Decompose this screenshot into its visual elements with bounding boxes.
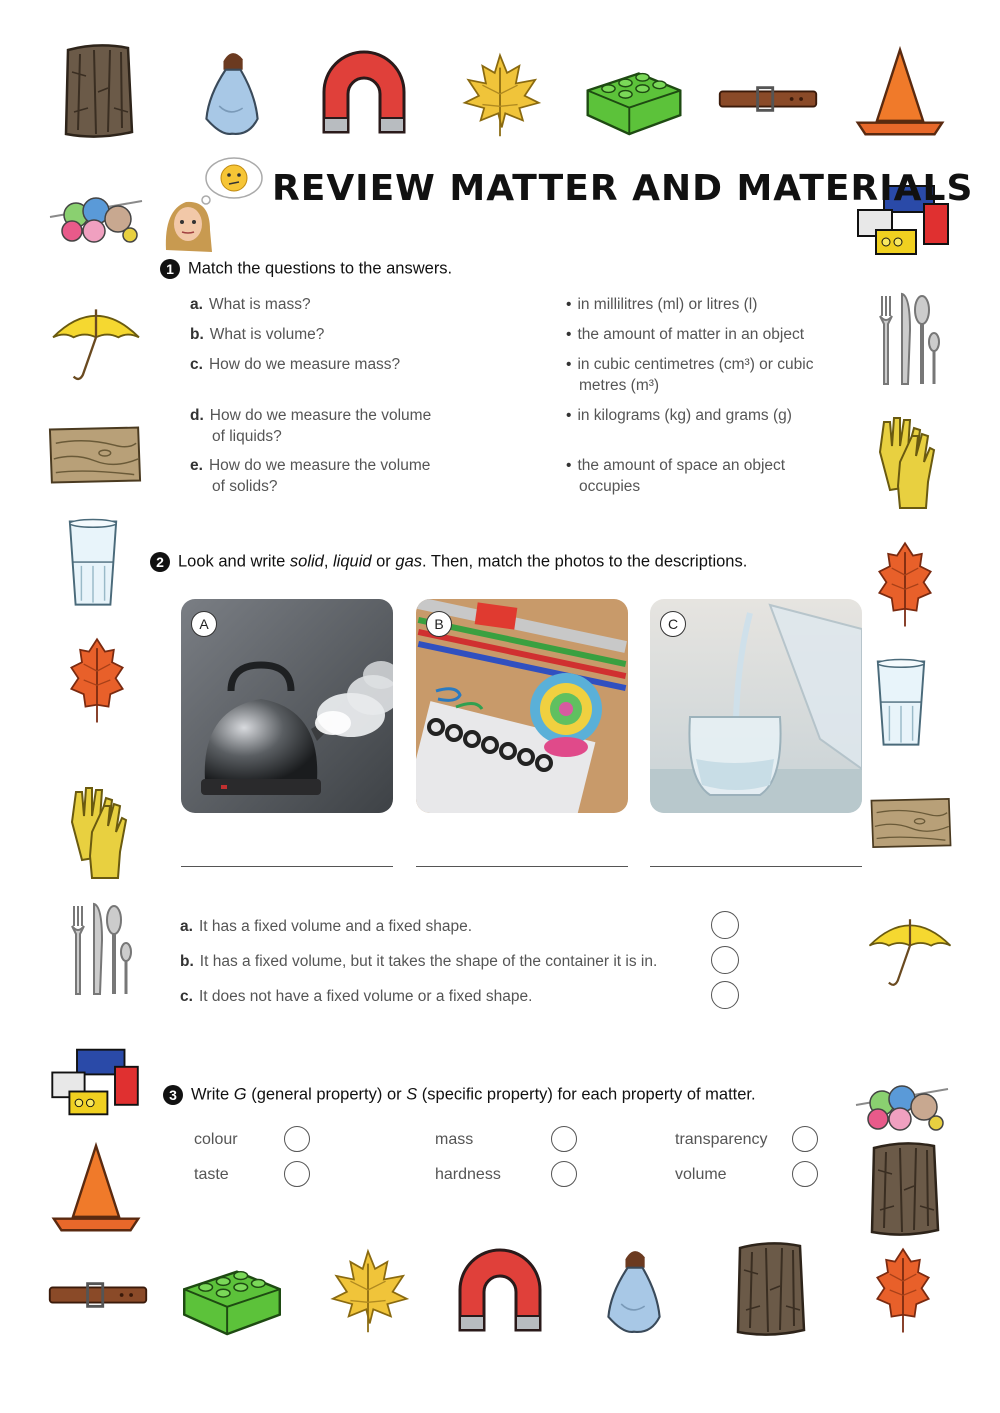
question-2-heading: [150, 552, 747, 572]
description-c: [180, 986, 532, 1007]
answer-line-c[interactable]: [650, 866, 862, 867]
cutlery-decoration: [64, 900, 134, 1000]
question-number: 2: [150, 552, 170, 572]
item-letter: b.: [180, 953, 194, 970]
orange-leaf-decoration: [874, 534, 936, 634]
gloves-decoration: [62, 782, 132, 882]
item-letter: a.: [180, 918, 193, 935]
question-1-heading: [160, 259, 452, 279]
item-text: It has a fixed volume and a fixed shape.: [198, 918, 473, 935]
question-3-heading: [163, 1085, 756, 1105]
umbrella-decoration: [46, 300, 146, 384]
property-mass: mass: [435, 1131, 474, 1148]
photo-label: A: [191, 611, 217, 637]
page-title: REVIEW MATTER AND MATERIALS: [272, 168, 974, 209]
answer-option[interactable]: • in millilitres (ml) or litres (l): [566, 296, 758, 313]
question-b: [190, 324, 324, 345]
photo-label: B: [426, 611, 452, 637]
item-text: What is volume?: [209, 326, 325, 343]
answer-circle[interactable]: [792, 1161, 818, 1187]
traffic-cone-decoration: [850, 44, 950, 140]
orange-leaf-decoration: [66, 630, 128, 730]
item-letter: b.: [190, 326, 204, 343]
item-letter: e.: [190, 457, 203, 474]
keyword-g: G: [233, 1085, 247, 1104]
answer-text: the amount of space an object: [577, 457, 786, 474]
answer-text: in cubic centimetres (cm³) or cubic: [577, 356, 814, 373]
keyword-s: S: [406, 1085, 418, 1104]
answer-text: in kilograms (kg) and grams (g): [577, 407, 792, 424]
property-volume: volume: [675, 1166, 727, 1183]
answer-circle[interactable]: [284, 1126, 310, 1152]
item-letter: a.: [190, 296, 203, 313]
plastic-bag-decoration: [200, 42, 264, 138]
cutlery-decoration: [872, 290, 942, 390]
instruction-text: (specific property) for each property of matter.: [417, 1085, 756, 1104]
answer-text: the amount of matter in an object: [577, 326, 805, 343]
keyword-gas: gas: [395, 552, 422, 571]
question-c: [190, 354, 400, 375]
gloves-decoration: [870, 412, 940, 512]
property-taste: taste: [194, 1166, 229, 1183]
keyword-solid: solid: [289, 552, 324, 571]
item-text: What is mass?: [208, 296, 311, 313]
item-letter: c.: [190, 356, 203, 373]
description-b: [180, 951, 657, 972]
yarn-decoration: [46, 186, 146, 248]
answer-circle[interactable]: [711, 981, 739, 1009]
item-text: How do we measure mass?: [208, 356, 401, 373]
umbrella-decoration: [866, 908, 954, 992]
answer-circle[interactable]: [551, 1126, 577, 1152]
answer-text: occupies: [579, 478, 641, 495]
instruction-text: or: [371, 552, 396, 571]
glass-decoration: [872, 654, 930, 754]
property-colour: colour: [194, 1131, 238, 1148]
answer-circle[interactable]: [792, 1126, 818, 1152]
bark-decoration: [730, 1240, 810, 1340]
item-text: of liquids?: [212, 428, 282, 445]
keyword-liquid: liquid: [333, 552, 372, 571]
item-text: of solids?: [212, 478, 278, 495]
answer-line-a[interactable]: [181, 866, 393, 867]
thinking-emoji-icon: [198, 156, 264, 211]
instruction-text: . Then, match the photos to the descriptions.: [422, 552, 748, 571]
photo-a-kettle: [181, 599, 393, 813]
lego-brick-decoration: [178, 1260, 286, 1338]
property-hardness: hardness: [435, 1166, 501, 1183]
question-a: [190, 294, 311, 315]
answer-circle[interactable]: [711, 911, 739, 939]
photo-label: C: [660, 611, 686, 637]
orange-leaf-decoration: [872, 1240, 934, 1340]
belt-decoration: [716, 80, 820, 118]
belt-decoration: [46, 1276, 150, 1314]
answer-text: metres (m³): [579, 377, 660, 394]
lego-brick-decoration: [582, 62, 686, 138]
yarn-decoration: [852, 1074, 952, 1136]
magnet-decoration: [450, 1240, 550, 1340]
question-e: [190, 455, 430, 497]
instruction-text: Look and write: [178, 552, 290, 571]
instruction-text: Write: [191, 1085, 234, 1104]
item-text: How do we measure the volume: [209, 407, 432, 424]
yellow-leaf-decoration: [456, 44, 544, 144]
instruction-text: ,: [323, 552, 334, 571]
item-text: How do we measure the volume: [208, 457, 431, 474]
item-letter: c.: [180, 988, 193, 1005]
item-text: It does not have a fixed volume or a fixed shape.: [198, 988, 533, 1005]
plastic-bag-decoration: [602, 1240, 666, 1336]
answer-circle[interactable]: [551, 1161, 577, 1187]
question-d: [190, 405, 431, 447]
answer-option[interactable]: • in kilograms (kg) and grams (g): [566, 407, 792, 424]
property-transparency: transparency: [675, 1131, 768, 1148]
item-letter: d.: [190, 407, 204, 424]
item-text: It has a fixed volume, but it takes the shape of the container it is in.: [199, 953, 658, 970]
photo-b-solids: [416, 599, 628, 813]
instruction-text: (general property) or: [246, 1085, 407, 1104]
question-number: 1: [160, 259, 180, 279]
answer-line-b[interactable]: [416, 866, 628, 867]
bark-decoration: [864, 1140, 944, 1240]
answer-option[interactable]: • in cubic centimetres (cm³) or cubic metres (m³): [566, 356, 814, 394]
answer-text: in millilitres (ml) or litres (l): [577, 296, 758, 313]
bark-decoration: [56, 42, 140, 142]
yellow-leaf-decoration: [324, 1240, 412, 1340]
magnet-decoration: [314, 42, 414, 142]
answer-option[interactable]: • the amount of matter in an object: [566, 326, 805, 343]
question-1-instruction: Match the questions to the answers.: [188, 259, 453, 278]
answer-circle[interactable]: [284, 1161, 310, 1187]
wood-plank-decoration: [46, 422, 144, 488]
answer-circle[interactable]: [711, 946, 739, 974]
toy-blocks-decoration: [46, 1044, 146, 1120]
wood-plank-decoration: [868, 790, 954, 856]
description-a: [180, 916, 472, 937]
question-number: 3: [163, 1085, 183, 1105]
answer-option[interactable]: • the amount of space an object occupies: [566, 457, 786, 495]
traffic-cone-decoration: [46, 1140, 146, 1236]
glass-decoration: [64, 514, 122, 614]
photo-c-liquid: [650, 599, 862, 813]
